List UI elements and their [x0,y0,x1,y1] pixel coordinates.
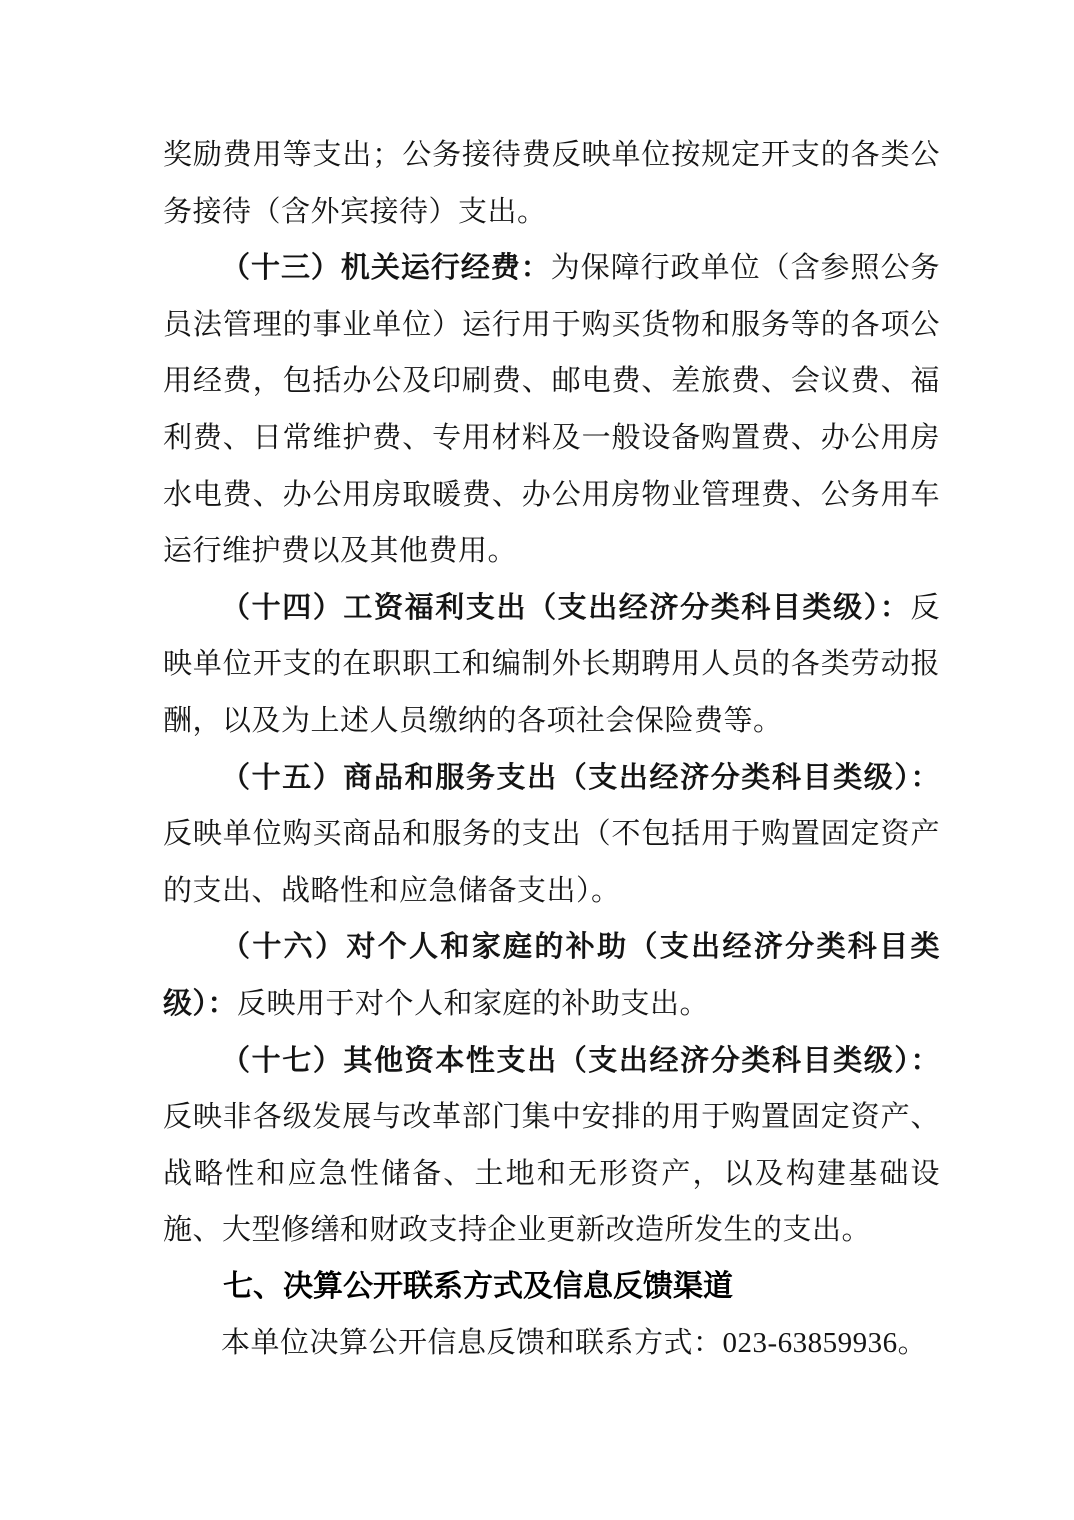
section-heading-text: 七、决算公开联系方式及信息反馈渠道 [223,1269,733,1303]
paragraph-label: （十五）商品和服务支出（支出经济分类科目类级）： [221,761,940,794]
paragraph-item-15 [163,750,940,920]
paragraph-text: 反映单位购买商品和服务的支出（不包括用于购置固定资产的支出、战略性和应急储备支出）。 [163,818,940,907]
document-body [163,127,940,1372]
paragraph-label: （十六）对个人和家庭的补助（支出经济分类科目类级）： [163,931,940,1020]
paragraph-text: 反映用于对个人和家庭的补助支出。 [237,987,710,1020]
paragraph-text: 反映非各级发展与改革部门集中安排的用于购置固定资产、战略性和应急性储备、土地和无形资产，以及构建基础设施、大型修缮和财政支持企业更新改造所发生的支出。 [163,1101,940,1247]
paragraph-item-17 [163,1033,940,1259]
paragraph-text: 为保障行政单位（含参照公务员法管理的事业单位）运行用于购买货物和服务等的各项公用经费，包括办公及印刷费、邮电费、差旅费、会议费、福利费、日常维护费、专用材料及一般设备购置费、办公用房水电费、办公用房取暖费、办公用房物业管理费、公务用车运行维护费以及其他费用。 [163,252,940,568]
paragraph-label: （十四）工资福利支出（支出经济分类科目类级）： [221,591,911,624]
paragraph-label: （十三）机关运行经费： [221,252,551,285]
paragraph-text: 反映单位开支的在职职工和编制外长期聘用人员的各类劳动报酬，以及为上述人员缴纳的各项社会保险费等。 [163,591,940,737]
paragraph-item-16 [163,919,940,1032]
paragraph-text: 奖励费用等支出；公务接待费反映单位按规定开支的各类公务接待（含外宾接待）支出。 [163,139,940,228]
paragraph-continuation [163,127,940,240]
paragraph-item-13 [163,240,940,580]
section-heading-7 [163,1259,940,1316]
paragraph-label: （十七）其他资本性支出（支出经济分类科目类级）： [221,1044,940,1077]
contact-text: 本单位决算公开信息反馈和联系方式：023-63859936。 [221,1327,928,1360]
paragraph-item-14 [163,580,940,750]
paragraph-contact [163,1315,940,1372]
